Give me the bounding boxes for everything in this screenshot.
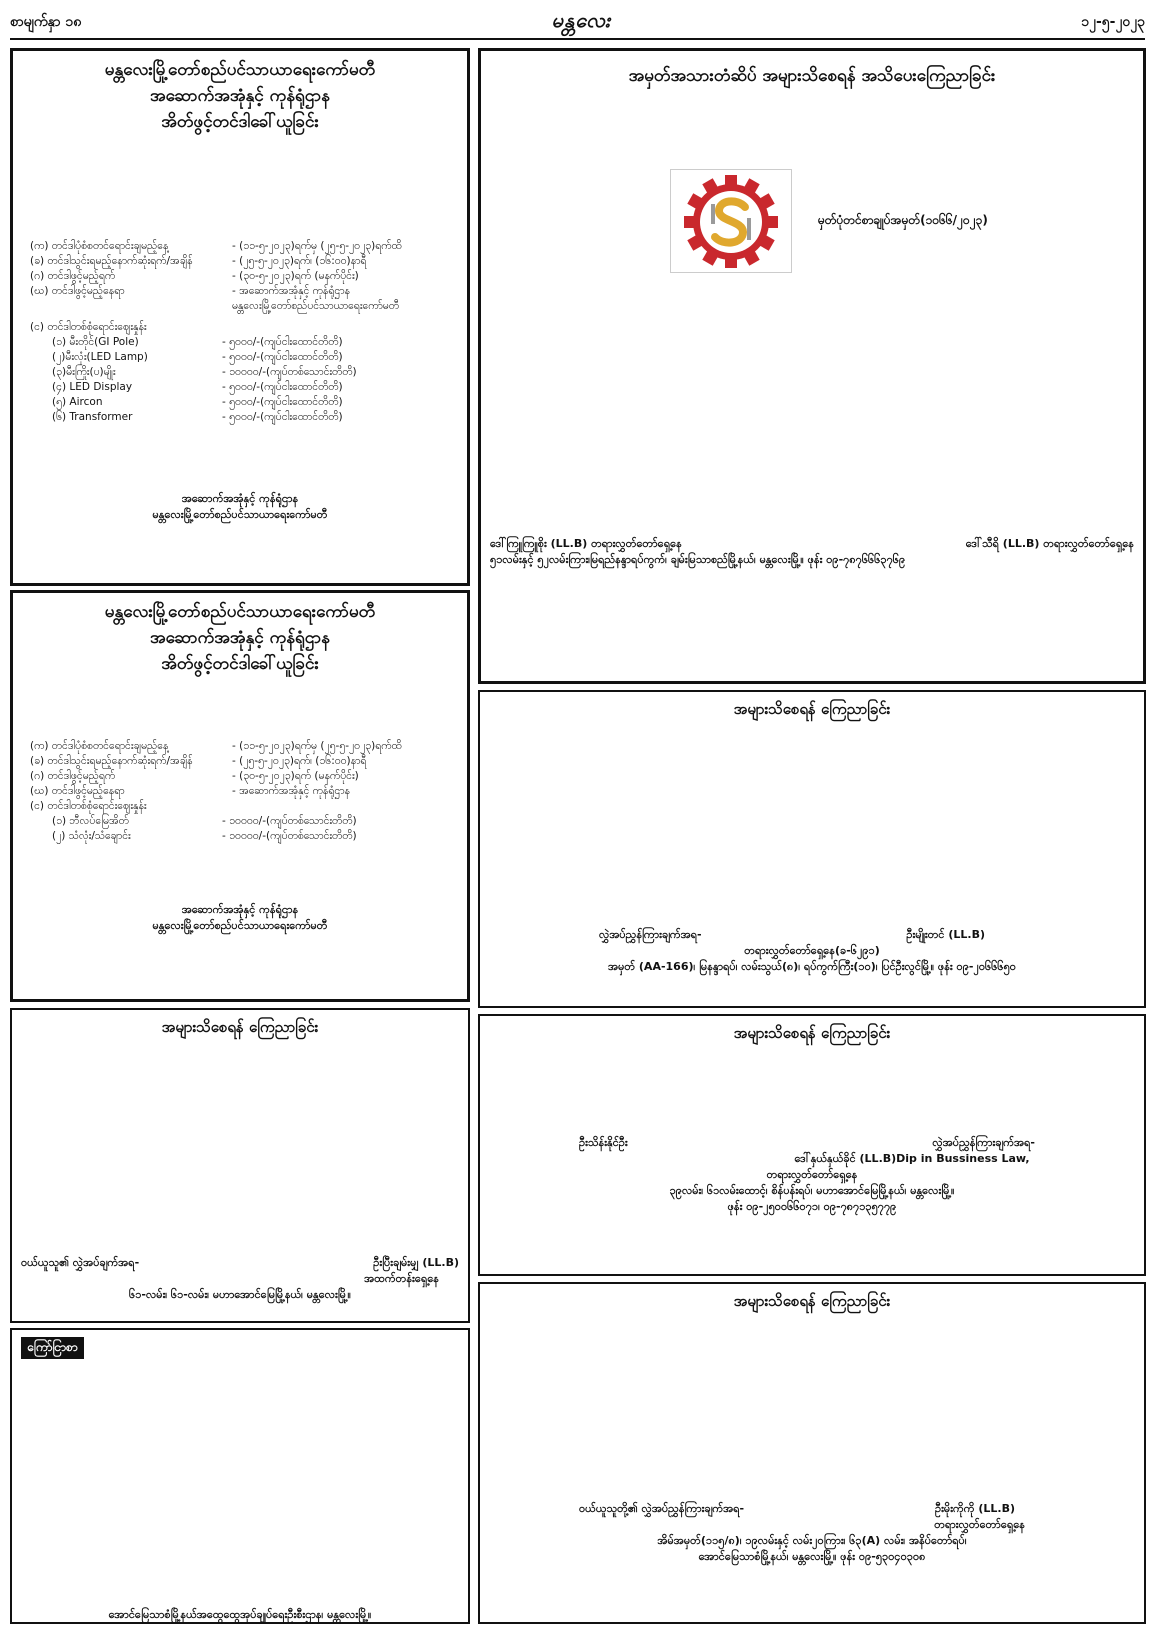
issue-date: ၁၂-၅-၂၀၂၃ — [1081, 13, 1145, 30]
lawyer-name: ဒေါ်နှယ်နှယ်ခိုင် (LL.B)Dip in Bussiness Law, — [794, 1152, 1030, 1165]
price-heading: (င) တင်ဒါတစ်စုံရောင်းဈေးနှုန်း — [30, 800, 147, 812]
price-row: (၁) မီးတိုင်(GI Pole) - ၅၀၀၀/-(ကျပ်ငါးထောင်တိတိ) — [52, 336, 343, 348]
price-row: (၁) ဘီလပ်မြေအိတ် - ၁၀၀၀၀/-(ကျပ်တစ်သောင်းတိတိ) — [52, 815, 357, 827]
price-row: (၄) LED Display - ၅၀၀၀/-(ကျပ်ငါးထောင်တိတိ) — [52, 381, 343, 393]
tender-date-row: (ဃ) တင်ဒါဖွင့်မည့်နေရာ - အဆောက်အအုံနှင့် ကုန်ရုံဌာန — [30, 785, 350, 797]
lawyer-address: ၆၁-လမ်း၊ ၆၁-လမ်း၊ မဟာအောင်မြေမြို့နယ်၊ မန္တလေးမြို့။ — [129, 1288, 351, 1301]
trademark-logo-row — [670, 169, 1134, 273]
price-row: (၂) သံလုံး/သံချောင်း - ၁၀၀၀၀/-(ကျပ်တစ်သောင်းတိတိ) — [52, 830, 357, 842]
notice-title: အများသိစေရန် ကြေညာခြင်း — [161, 1018, 319, 1036]
notice-title: အများသိစေရန် ကြေညာခြင်း — [733, 700, 891, 718]
price-heading: (င) တင်ဒါတစ်စုံရောင်းဈေးနှုန်း — [30, 321, 147, 333]
lawyers-address: ၅၁လမ်းနှင့် ၅၂လမ်းကြား၊မြရည်နန္ဒာရပ်ကွက်၊ ချမ်းမြသာစည်မြို့နယ်၊ မန္တလေးမြို့။ ဖုန်း ၀၉-၇၈၇၆၆၆၃၇၆၉ — [490, 553, 906, 566]
tender-venue-line-2: မန္တလေးမြို့တော်စည်ပင်သာယာရေးကော်မတီ — [232, 300, 400, 312]
lawyer-address: အမှတ် (AA-166)၊ မြနန္ဒာရပ်၊ လမ်းသွယ်(၈)၊ ရပ်ကွက်ကြီး(၁၀)၊ ပြင်ဦးလွင်မြို့။ ဖုန်း ၀၉-၂၀၆၆၆၅၀ — [607, 960, 1016, 973]
tender-title-line-1: မန္တလေးမြို့တော်စည်ပင်သာယာရေးကော်မတီ — [104, 60, 376, 80]
tender-title-line-1: မန္တလေးမြို့တော်စည်ပင်သာယာရေးကော်မတီ — [104, 602, 376, 622]
announcement-signature: အောင်မြေသာစံမြို့နယ်အထွေထွေအုပ်ချုပ်ရေးဦးစီးဌာန၊ မန္တလေးမြို့။ — [108, 1608, 372, 1621]
tender-date-row: (ခ) တင်ဒါသွင်းရမည့်နောက်ဆုံးရက်/အချိန် - (၂၅-၅-၂၀၂၃)ရက်၊ (၁၆:၀၀)နာရီ — [30, 255, 367, 267]
trademark-title: အမှတ်အသားတံဆိပ် အများသိစေရန် အသိပေးကြေညာခြင်း — [628, 66, 996, 86]
lawyer-role: တရားလွှတ်တော်ရှေ့နေ — [934, 1518, 1025, 1531]
township-announcement — [10, 1328, 470, 1624]
tender-title-line-2: အဆောက်အအုံနှင့် ကုန်ရုံဌာန — [150, 86, 330, 106]
lawyer-role: တရားလွှတ်တော်ရှေ့နေ — [766, 1168, 858, 1181]
price-row: (၅) Aircon - ၅၀၀၀/-(ကျပ်ငါးထောင်တိတိ) — [52, 396, 343, 408]
tender-notice-2 — [10, 590, 470, 1002]
lawyer-address-1: အိမ်အမှတ်(၁၁၅/၈)၊ ၁၉လမ်းနှင့် လမ်း၂၀ကြား၊ ၆၃(A) လမ်း၊ အနိပ်တော်ရပ်၊ — [657, 1534, 967, 1547]
price-row: (၆) Transformer - ၅၀၀၀/-(ကျပ်ငါးထောင်တိတိ) — [52, 411, 343, 423]
lawyer-address-2: အောင်မြေသာစံမြို့နယ်၊ မန္တလေးမြို့။ ဖုန်း ၀၉-၅၃၀၄၀၃၀၈ — [698, 1550, 926, 1563]
gear-s-logo-icon — [670, 169, 792, 273]
price-row: (၃)မီးကြိုး(ပ)မျိုး - ၁၀၀၀၀/-(ကျပ်တစ်သောင်းတိတိ) — [52, 366, 357, 378]
notice-signature-row: ဝယ်ယူသူတို့၏ လွှဲအပ်ညွှန်ကြားချက်အရ- ဦးမိုးကိုကို (LL.B) — [579, 1502, 1015, 1515]
lawyers-row: ဒေါ်ကြူကြူစိုး (LL.B) တရားလွှတ်တော်ရှေ့နေ ဒေါ်သီရိ (LL.B) တရားလွှတ်တော်ရှေ့နေ — [490, 537, 1134, 550]
notice-signature-row: လွှဲအပ်ညွှန်ကြားချက်အရ- ဦးမျိုးတင် (LL.B) — [599, 928, 985, 941]
tender-date-row: (ဃ) တင်ဒါဖွင့်မည့်နေရာ - အဆောက်အအုံနှင့် ကုန်ရုံဌာန — [30, 285, 350, 297]
tender-signature-1: အဆောက်အအုံနှင့် ကုန်ရုံဌာန — [181, 492, 299, 505]
public-notice-right-2 — [478, 1282, 1146, 1624]
tender-title-line-3: အိတ်ဖွင့်တင်ဒါခေါ်ယူခြင်း — [161, 112, 319, 132]
public-notice-right-1 — [478, 1014, 1146, 1276]
notice-signature-row: ဦးသိန်းနိုင်ဦး လွှဲအပ်ညွှန်ကြားချက်အရ- — [579, 1136, 1035, 1149]
announcement-tag: ကြော်ငြာစာ — [21, 1337, 84, 1359]
public-notice-left — [10, 1008, 470, 1323]
trademark-registration-no: မှတ်ပုံတင်စာချုပ်အမှတ်(၁၀၆၆/၂၀၂၃) — [818, 213, 988, 227]
tender-signature-2: မန္တလေးမြို့တော်စည်ပင်သာယာရေးကော်မတီ — [152, 508, 328, 521]
tender-signature-2: မန္တလေးမြို့တော်စည်ပင်သာယာရေးကော်မတီ — [152, 919, 328, 932]
price-row: (၂)မီးလုံး(LED Lamp) - ၅၀၀၀/-(ကျပ်ငါးထောင်တိတိ) — [52, 351, 343, 363]
masthead-logo: မန္တလေး — [551, 8, 611, 32]
notice-title: အများသိစေရန် ကြေညာခြင်း — [733, 1024, 891, 1042]
tender-date-row: (ခ) တင်ဒါသွင်းရမည့်နောက်ဆုံးရက်/အချိန် - (၂၅-၅-၂၀၂၃)ရက်၊ (၁၆:၀၀)နာရီ — [30, 755, 367, 767]
lawyer-role: အထက်တန်းရှေ့နေ — [364, 1272, 439, 1285]
tender-date-row: (က) တင်ဒါပုံစံစတင်ရောင်းချမည့်နေ့ - (၁၁-၅-၂၀၂၃)ရက်မှ (၂၅-၅-၂၀၂၃)ရက်ထိ — [30, 240, 402, 252]
tender-notice-1 — [10, 48, 470, 586]
public-notice-pyin-oo-lwin — [478, 690, 1146, 1008]
trademark-notice — [478, 48, 1146, 684]
tender-title-line-2: အဆောက်အအုံနှင့် ကုန်ရုံဌာန — [150, 628, 330, 648]
tender-date-row: (က) တင်ဒါပုံစံစတင်ရောင်းချမည့်နေ့ - (၁၁-၅-၂၀၂၃)ရက်မှ (၂၅-၅-၂၀၂၃)ရက်ထိ — [30, 740, 402, 752]
page-number: စာမျက်နှာ ၁၈ — [10, 13, 82, 30]
lawyer-address: ၃၉လမ်း၊ ၆၁လမ်းထောင့်၊ စိန်ပန်းရပ်၊ မဟာအောင်မြေမြို့နယ်၊ မန္တလေးမြို့။ — [669, 1184, 955, 1197]
tender-date-row: (ဂ) တင်ဒါဖွင့်မည့်ရက် - (၃၀-၅-၂၀၂၃)ရက် (မနက်ပိုင်း) — [30, 270, 359, 282]
page-header — [10, 6, 1145, 40]
tender-title-line-3: အိတ်ဖွင့်တင်ဒါခေါ်ယူခြင်း — [161, 654, 319, 674]
lawyer-role: တရားလွှတ်တော်ရှေ့နေ(ခ-၆၂၉၁) — [744, 944, 880, 957]
lawyer-phones: ဖုန်း ၀၉-၂၅၀၀၆၆၀၇၁၊ ၀၉-၇၈၇၁၃၅၇၇၉ — [727, 1200, 897, 1213]
notice-title: အများသိစေရန် ကြေညာခြင်း — [733, 1292, 891, 1310]
tender-signature-1: အဆောက်အအုံနှင့် ကုန်ရုံဌာန — [181, 903, 299, 916]
tender-date-row: (ဂ) တင်ဒါဖွင့်မည့်ရက် - (၃၀-၅-၂၀၂၃)ရက် (မနက်ပိုင်း) — [30, 770, 359, 782]
notice-signature-row: ဝယ်ယူသူ၏ လွှဲအပ်ချက်အရ- ဦးပြီးချမ်းမျှ (LL.B) — [21, 1256, 459, 1269]
